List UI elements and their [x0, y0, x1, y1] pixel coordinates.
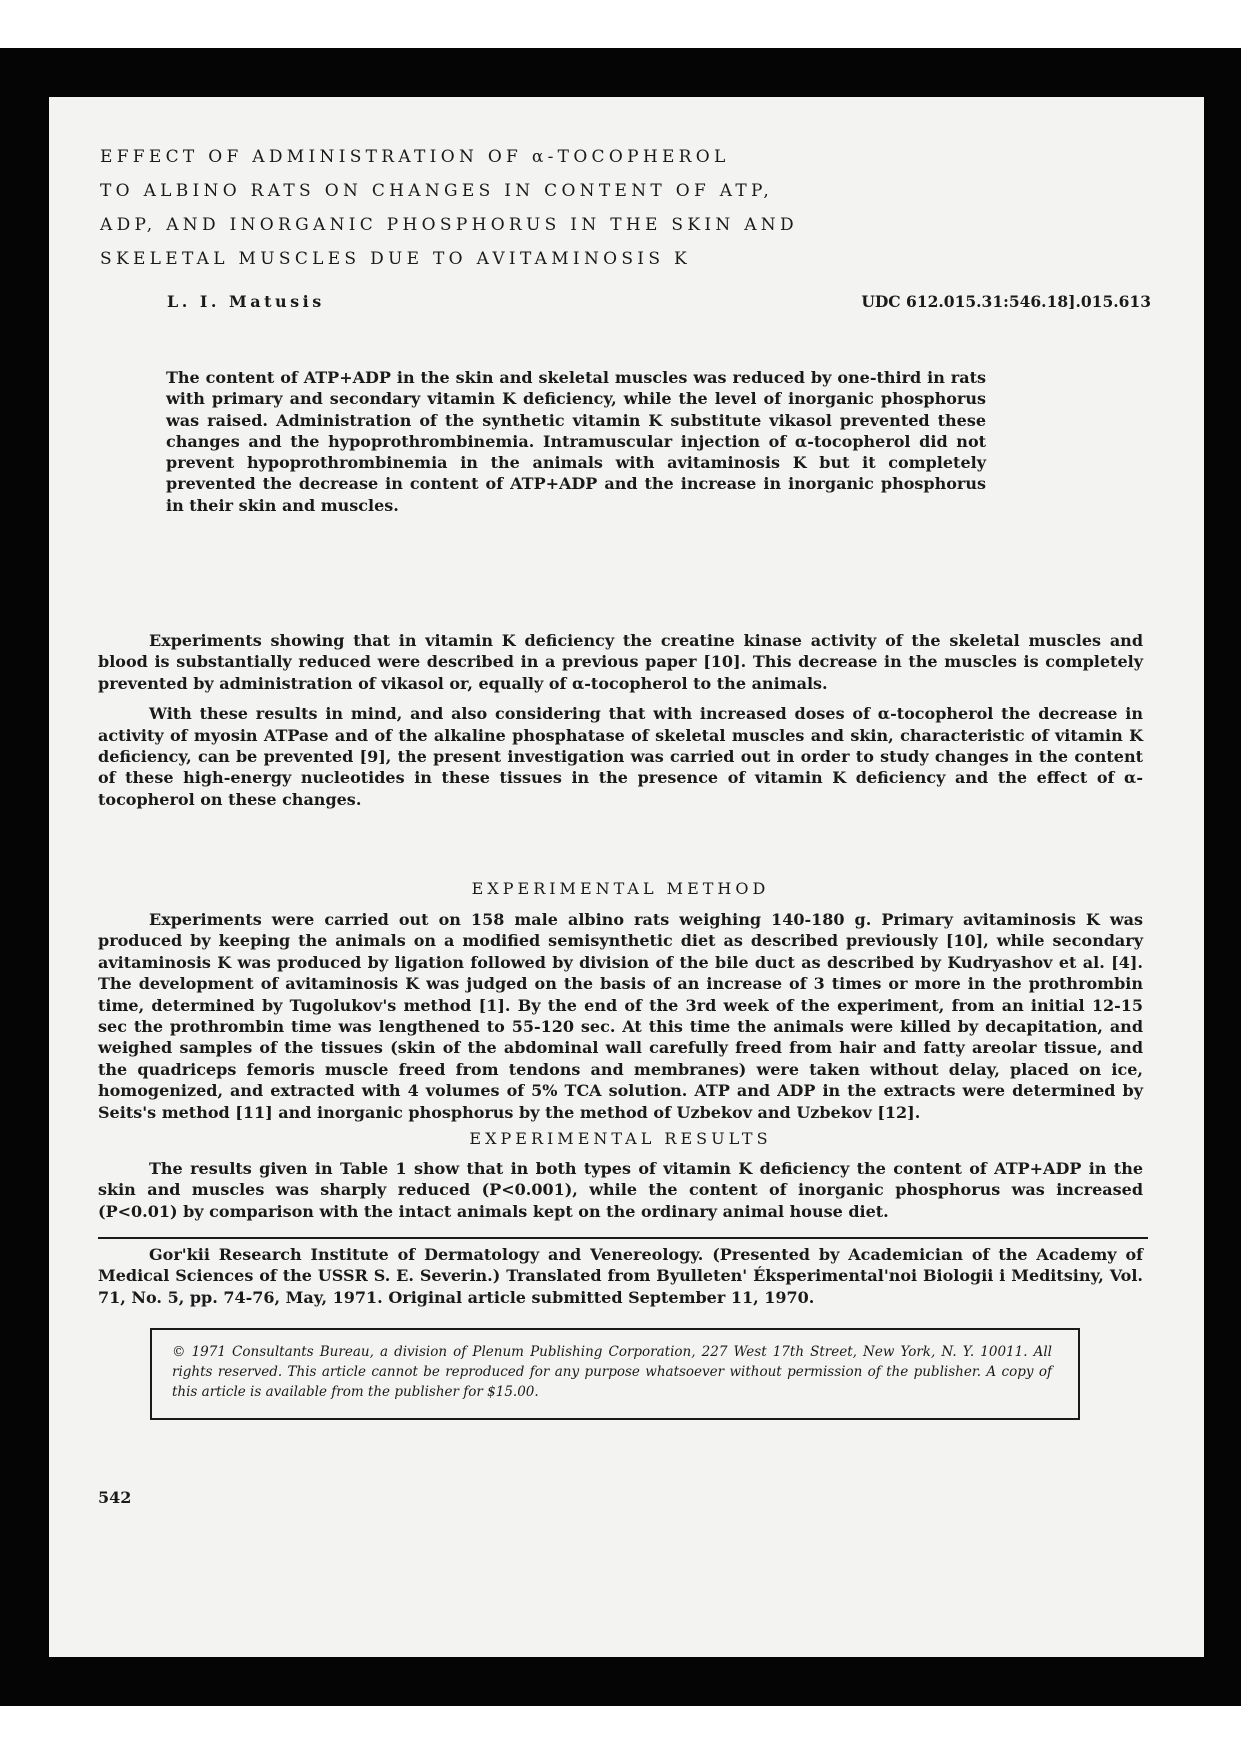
method-paragraph: Experiments were carried out on 158 male albino rats weighing 140-180 g. Primary avitaminosis K was produced by keeping the animals on a modified semisynthetic diet as described previously [10], while secondary avitaminosis K was produced by ligation followed by division of the bile duct as described by Kudryashov et al. [4]. The development of avitaminosis K was judged on the basis of an increase of 3 times or more in the prothrombin time, determined by Tugolukov's method [1]. By the end of the 3rd week of the experiment, from an initial 12-15 sec the prothrombin time was lengthened to 55-120 sec. At this time the animals were killed by decapitation, and weighed samples of the tissues (skin of the abdominal wall carefully freed from hair and fatty areolar tissue, and the quadriceps femoris muscle freed from tendons and membranes) were taken without delay, placed on ice, homogenized, and extracted with 4 volumes of 5% TCA solution. ATP and ADP in the extracts were determined by Seits's method [11] and inorganic phosphorus by the method of Uzbekov and Uzbekov [12].: [98, 910, 1143, 1122]
results-section: [98, 1158, 1143, 1231]
abstract: The content of ATP+ADP in the skin and skeletal muscles was reduced by one-third in rats with primary and secondary vitamin K deficiency, while the level of inorganic phosphorus was raised. Administration of the synthetic vitamin K substitute vikasol prevented these changes and the hypoprothrombinemia. Intramuscular injection of α-tocopherol did not prevent hypoprothrombinemia in the animals with avitaminosis K but it completely prevented the decrease in content of ATP+ADP and the increase in inorganic phosphorus in their skin and muscles.: [166, 368, 986, 515]
title-line: TO ALBINO RATS ON CHANGES IN CONTENT OF ATP,: [100, 181, 774, 201]
method-section: [98, 909, 1143, 1132]
copyright-box: [150, 1328, 1080, 1420]
document-page: [49, 97, 1204, 1657]
author-name: L. I. Matusis: [167, 292, 325, 311]
introduction: [98, 630, 1143, 819]
results-heading: EXPERIMENTAL RESULTS: [469, 1129, 772, 1148]
intro-paragraph: Experiments showing that in vitamin K deficiency the creatine kinase activity of the skeletal muscles and blood is substantially reduced were described in a previous paper [10]. This decrease in the muscles is completely prevented by administration of vikasol or, equally of α-tocopherol to the animals.: [98, 631, 1143, 693]
article-title: [100, 140, 860, 276]
udc-code: UDC 612.015.31:546.18].015.613: [861, 292, 1151, 311]
copyright-notice: © 1971 Consultants Bureau, a division of Plenum Publishing Corporation, 227 West 17th Street, New York, N. Y. 10011. All rights reserved. This article cannot be reproduced for any purpose whatsoever without permission of the publisher. A copy of this article is available from the publisher for $15.00.: [172, 1344, 1052, 1400]
title-line: EFFECT OF ADMINISTRATION OF α-TOCOPHEROL: [100, 147, 730, 167]
affiliation-footnote: Gor'kii Research Institute of Dermatology and Venereology. (Presented by Academician of the Academy of Medical Sciences of the USSR S. E. Severin.) Translated from Byulleten' Éksperimental'noi Biologii i Meditsiny, Vol. 71, No. 5, pp. 74-76, May, 1971. Original article submitted September 11, 1970.: [98, 1245, 1143, 1307]
results-paragraph: The results given in Table 1 show that in both types of vitamin K deficiency the content of ATP+ADP in the skin and muscles was sharply reduced (P<0.001), while the content of inorganic phosphorus was increased (P<0.01) by comparison with the intact animals kept on the ordinary animal house diet.: [98, 1159, 1143, 1221]
footnote-divider: [98, 1237, 1148, 1239]
page-number: 542: [98, 1488, 132, 1507]
intro-paragraph: With these results in mind, and also considering that with increased doses of α-tocopherol the decrease in activity of myosin ATPase and of the alkaline phosphatase of skeletal muscles and skin, characteristic of vitamin K deficiency, can be prevented [9], the present investigation was carried out in order to study changes in the content of these high-energy nucleotides in these tissues in the presence of vitamin K deficiency and the effect of α-tocopherol on these changes.: [98, 704, 1143, 809]
title-line: SKELETAL MUSCLES DUE TO AVITAMINOSIS K: [100, 249, 691, 269]
method-heading: EXPERIMENTAL METHOD: [471, 879, 770, 898]
title-line: ADP, AND INORGANIC PHOSPHORUS IN THE SKIN AND: [100, 215, 798, 235]
